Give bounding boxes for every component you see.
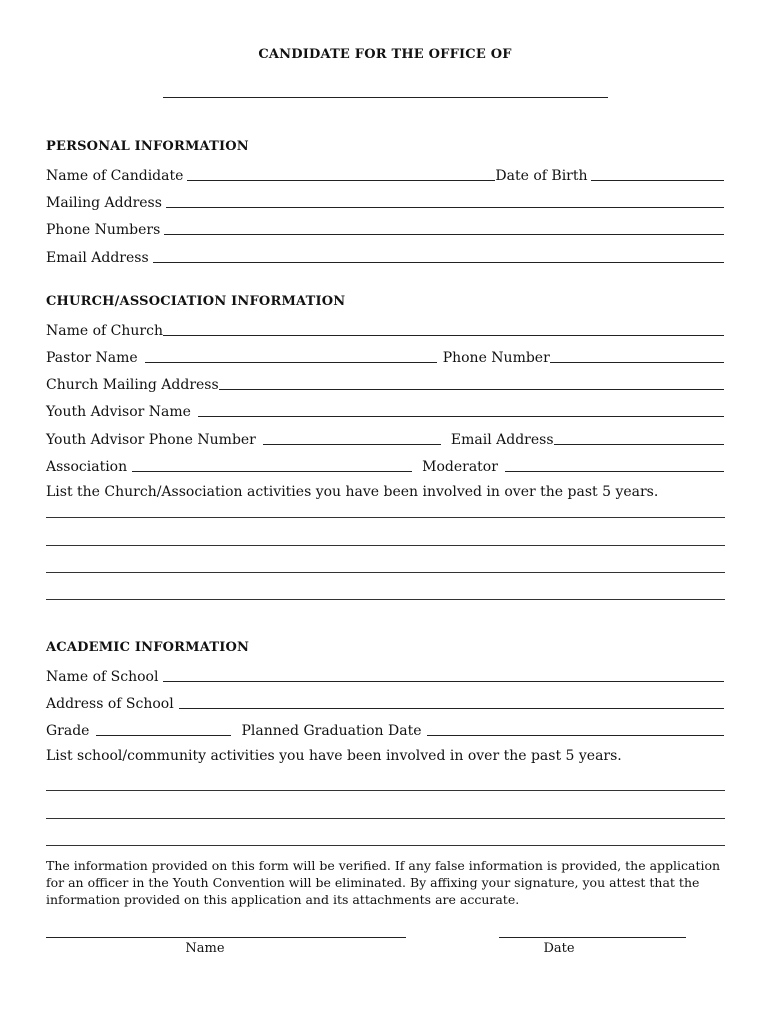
grade-row — [46, 719, 724, 739]
church-activities-line[interactable] — [46, 599, 725, 600]
phone-numbers-field[interactable] — [164, 234, 724, 235]
pastor-phone-field[interactable] — [550, 362, 724, 363]
pastor-row — [46, 346, 724, 366]
email-address-label: Email Address — [46, 250, 149, 266]
church-activities-line[interactable] — [46, 517, 725, 518]
church-name-label: Name of Church — [46, 323, 163, 339]
personal-heading: PERSONAL INFORMATION — [46, 139, 249, 154]
school-name-label: Name of School — [46, 669, 159, 685]
name-of-candidate-row — [46, 164, 724, 184]
church-activities-line[interactable] — [46, 545, 725, 546]
moderator-label: Moderator — [422, 459, 498, 475]
advisor-name-row — [46, 400, 724, 420]
moderator-field[interactable] — [505, 471, 724, 472]
church-activities-line[interactable] — [46, 572, 725, 573]
school-name-row — [46, 665, 724, 685]
school-name-field[interactable] — [163, 681, 724, 682]
mailing-address-row — [46, 191, 724, 211]
grade-field[interactable] — [96, 735, 231, 736]
email-address-field[interactable] — [153, 262, 724, 263]
phone-numbers-row — [46, 218, 724, 238]
school-address-row — [46, 692, 724, 712]
graduation-date-field[interactable] — [427, 735, 725, 736]
signature-date-label: Date — [543, 941, 575, 956]
advisor-name-field[interactable] — [198, 416, 724, 417]
advisor-email-field[interactable] — [554, 444, 724, 445]
email-address-row — [46, 246, 724, 266]
school-address-label: Address of School — [46, 696, 174, 712]
name-of-candidate-label: Name of Candidate — [46, 168, 184, 184]
school-activities-line[interactable] — [46, 845, 725, 846]
advisor-phone-field[interactable] — [263, 444, 441, 445]
form-title: CANDIDATE FOR THE OFFICE OF — [258, 47, 512, 62]
church-name-row — [46, 319, 724, 339]
date-of-birth-field[interactable] — [591, 180, 725, 181]
church-mailing-row — [46, 373, 724, 393]
pastor-name-label: Pastor Name — [46, 350, 138, 366]
academic-heading: ACADEMIC INFORMATION — [46, 640, 250, 655]
church-mailing-label: Church Mailing Address — [46, 377, 219, 393]
school-activities-prompt: List school/community activities you have been involved in over the past 5 years. — [46, 748, 622, 764]
advisor-phone-label: Youth Advisor Phone Number — [46, 432, 256, 448]
mailing-address-label: Mailing Address — [46, 195, 162, 211]
office-line[interactable] — [163, 97, 608, 98]
association-row — [46, 455, 724, 475]
grade-label: Grade — [46, 723, 90, 739]
name-of-candidate-field[interactable] — [187, 180, 495, 181]
date-signature-line[interactable] — [499, 937, 686, 938]
association-label: Association — [46, 459, 128, 475]
graduation-date-label: Planned Graduation Date — [241, 723, 422, 739]
date-of-birth-label: Date of Birth — [495, 168, 588, 184]
school-activities-line[interactable] — [46, 790, 725, 791]
pastor-phone-label: Phone Number — [442, 350, 550, 366]
association-field[interactable] — [132, 471, 412, 472]
name-signature-line[interactable] — [46, 937, 406, 938]
advisor-name-label: Youth Advisor Name — [46, 404, 191, 420]
school-address-field[interactable] — [179, 708, 724, 709]
advisor-contact-row — [46, 428, 724, 448]
pastor-name-field[interactable] — [145, 362, 437, 363]
church-activities-prompt: List the Church/Association activities you have been involved in over the past 5 years. — [46, 484, 659, 500]
advisor-email-label: Email Address — [450, 432, 554, 448]
church-name-field[interactable] — [163, 335, 724, 336]
signature-name-label: Name — [185, 941, 225, 956]
church-heading: CHURCH/ASSOCIATION INFORMATION — [46, 294, 346, 309]
verification-notice: The information provided on this form will be verified. If any false information is provided, the application for an officer in the Youth Convention will be eliminated. By affixing your signature, you attest that the information provided on this application and its attachments are accurate. — [46, 858, 721, 907]
church-mailing-field[interactable] — [219, 389, 724, 390]
mailing-address-field[interactable] — [166, 207, 724, 208]
school-activities-line[interactable] — [46, 818, 725, 819]
phone-numbers-label: Phone Numbers — [46, 222, 161, 238]
